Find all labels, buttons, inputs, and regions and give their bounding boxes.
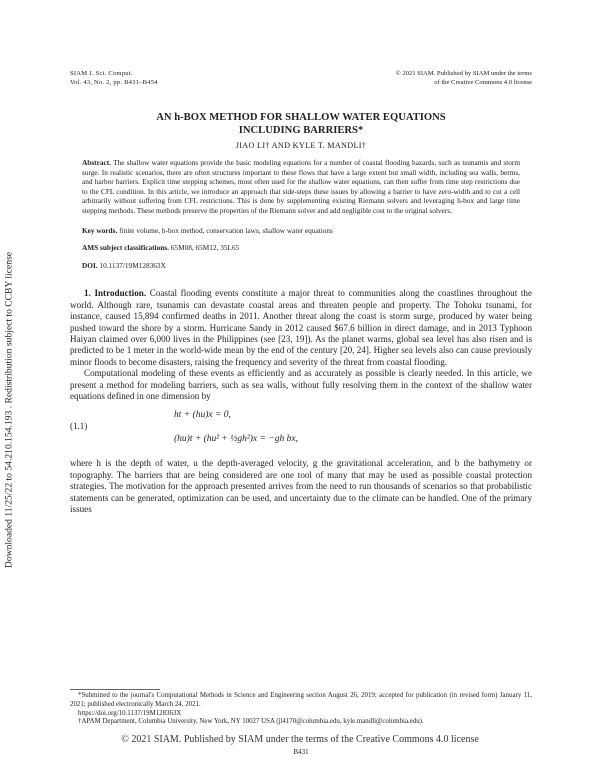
footnotes [70,689,532,727]
copyright-info [396,70,532,87]
running-header [70,70,532,87]
authors: JIAO LI† AND KYLE T. MANDLI† [235,141,367,150]
body-text [70,288,532,515]
section-heading: 1. Introduction. [84,288,147,299]
page-number: B431 [293,748,309,756]
footnote-1: *Submitted to the journal's Computational Methods in Science and Engineering section August 26, 2019; accepted for publication (in revised form) January 11, 2021; published electronically March 24, 2021. [70,692,532,708]
journal-volume: Vol. 43, No. 2, pp. B431–B454 [70,78,158,86]
copyright-line-2: of the Creative Commons 4.0 license [434,78,532,86]
download-notice-sidebar [2,200,16,620]
abstract-text: The shallow water equations provide the basic modeling equations for a number of coastal flooding hazards, such as tsunamis and storm surge. In realistic scenarios, there are often structures important to these flows that have a large extent but small width, including sea walls, berms, and harbor barriers. Explicit time stepping schemes, most often used for the shallow water equations, can then suffer from time step restrictions due to the CFL condition. In this article, we introduce an approach that side-steps these issues by allowing a barrier to have zero-width and to cut a cell arbitrarily without suffering from CFL restrictions. This is done by supplementing existing Riemann solvers and leveraging h-box and large time stepping methods. These methods preserve the properties of the Riemann solver and add negligible cost to the original solvers. [82,158,521,215]
abstract [82,158,520,216]
doi-label: DOI. [82,260,98,270]
ams-classifications [82,243,520,253]
intro-paragraph-2: Computational modeling of these events as efficiently and as accurately as possible is clearly needed. In this article, we present a method for modeling barriers, such as sea walls, without fully resolving them in the context of the shallow water equations defined in one dimension by [70,368,532,401]
keywords-label: Key words. [82,225,118,235]
equation-1-1 [70,408,532,452]
journal-name: SIAM J. Sci. Comput. [70,70,133,77]
ams-label: AMS subject classifications. [82,243,169,253]
footnote-rule [70,689,160,690]
footnote-2: †APAM Department, Columbia University, New York, NY 10027 USA (jl4170@columbia.edu, kyle.mandli@columbia.edu). [78,718,424,726]
intro-p1-text: Coastal flooding events constitute a major threat to communities along the coastlines throughout the world. Although rare, tsunamis can devastate coastal areas and threaten people and property. The Tohoku tsunami, for instance, caused 15,894 confirmed deaths in 2011. Another threat along the coast is storm surge, produced by water being pushed toward the shore by a storm. Hurricane Sandy in 2012 caused $67.6 billion in direct damage, and in 2013 Typhoon Haiyan claimed over 6,000 lives in the Philippines (see [23, 19]). As the planet warms, global sea level has also risen and is predicted to be 1 meter in the world-wide mean by the end of the century [20, 24]. Higher sea levels also can cause previously minor floods to become disasters, raising the frequency and severity of the threat from coastal flooding. [70,288,532,367]
title-line-2: INCLUDING BARRIERS* [238,124,364,136]
journal-info [70,70,158,87]
abstract-label: Abstract. [82,158,111,167]
intro-paragraph-3: where h is the depth of water, u the depth-averaged velocity, g the gravitational acceleration, and b the bathymetry or topography. The barriers that are being considered are one tool of many that may be used as possible coastal protection strategies. The motivation for the approach presented arrives from the need to run thousands of scenarios so that probabilistic statements can be generated, optimization can be used, and uncertainty due to the climate can be handled. One of the primary issues [70,458,532,515]
equation-line-2: (hu)t + (hu² + ½gh²)x = −gh bx, [174,434,298,445]
ams-text: 65M08, 65M12, 35L65 [170,243,240,253]
paper-page [70,70,532,756]
license-notice: © 2021 SIAM. Published by SIAM under the terms of the Creative Commons 4.0 license [121,734,479,745]
title-line-1: AN h-BOX METHOD FOR SHALLOW WATER EQUATIONS [156,112,446,123]
download-notice-text: Downloaded 11/25/22 to 54.210.154.193 . Redistribution subject to CCBY license [3,251,15,569]
copyright-line-1: © 2021 SIAM. Published by SIAM under the terms [395,70,532,77]
equation-line-1: ht + (hu)x = 0, [174,410,231,421]
intro-paragraph-1 [70,288,532,368]
footnote-1-url[interactable]: https://doi.org/10.1137/19M128363X [78,709,182,717]
paper-title [70,112,532,137]
doi [82,261,520,271]
keywords [82,226,520,236]
equation-number: (1.1) [70,421,88,432]
keywords-text: finite volume, h-box method, conservation laws, shallow water equations [119,225,333,235]
doi-text: 10.1137/19M128363X [99,260,166,270]
